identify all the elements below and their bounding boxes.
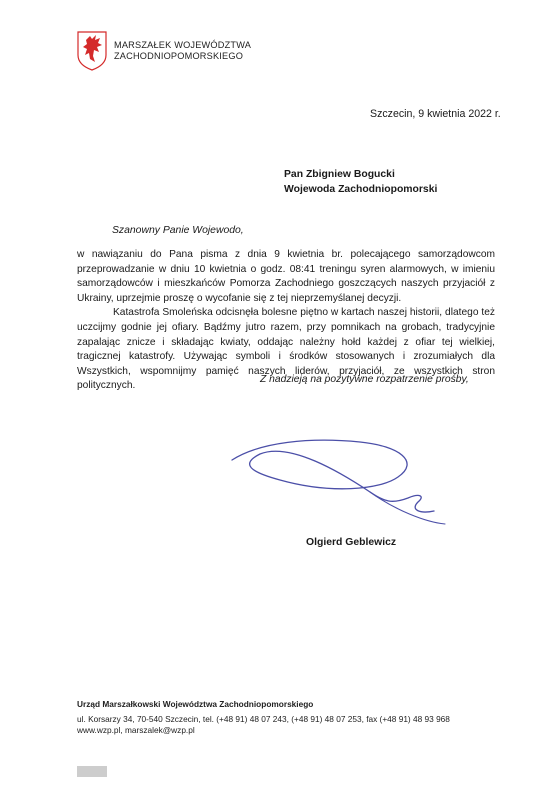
greeting: Szanowny Panie Wojewodo, xyxy=(112,225,244,236)
addressee-name: Pan Zbigniew Bogucki xyxy=(284,169,395,180)
body-paragraph-2: Katastrofa Smoleńska odcisnęła bolesne piętno w kartach naszej historii, dlatego też uczcijmy godnie jej ofiary. Bądźmy jutro razem, przy pomnikach na grobach, tradycyjnie zapalając znicze i składając kwiaty, oddając należny hołd każdej z ofiar tej wielkiej, tragicznej katastrofy. Używając symboli i środków stosowanych i zrozumiałych dla Wszystkich, wspomnijmy pamięć naszych liderów, przyjaciół, ze wszystkich stron politycznych. xyxy=(77,307,495,392)
footer-marker xyxy=(77,766,107,777)
addressee-title: Wojewoda Zachodniopomorski xyxy=(284,184,438,195)
signer-name: Olgierd Geblewicz xyxy=(306,537,397,548)
footer-title: Urząd Marszałkowski Województwa Zachodniopomorskiego xyxy=(77,699,314,709)
letter-date: Szczecin, 9 kwietnia 2022 r. xyxy=(370,108,501,120)
handwritten-signature xyxy=(220,432,450,532)
griffin-crest-icon xyxy=(77,31,107,71)
letter-body xyxy=(77,248,495,394)
organization-name xyxy=(114,40,251,62)
organization-name-line1: MARSZAŁEK WOJEWÓDZTWA xyxy=(114,40,252,50)
organization-name-line2: ZACHODNIOPOMORSKIEGO xyxy=(114,51,244,61)
body-paragraph-1: w nawiązaniu do Pana pisma z dnia 9 kwietnia br. polecającego samorządowcom przeprowadzanie w dniu 10 kwietnia o godz. 08:41 treningu syren alarmowych, w imieniu samorządowców i mieszkańców Pomorza Zachodniego goszczących naszych przyjaciół z Ukrainy, uprzejmie proszę o wycofanie się z tej nieprzemyślanej decyzji. xyxy=(77,249,495,304)
footer-web: www.wzp.pl, marszalek@wzp.pl xyxy=(77,725,195,735)
addressee-block xyxy=(284,167,437,197)
closing-line: Z nadzieją na pozytywne rozpatrzenie prośby, xyxy=(260,374,469,385)
footer xyxy=(77,699,450,736)
footer-address: ul. Korsarzy 34, 70-540 Szczecin, tel. (+48 91) 48 07 243, (+48 91) 48 07 253, fax (+48 91) 48 93 968 xyxy=(77,714,450,724)
